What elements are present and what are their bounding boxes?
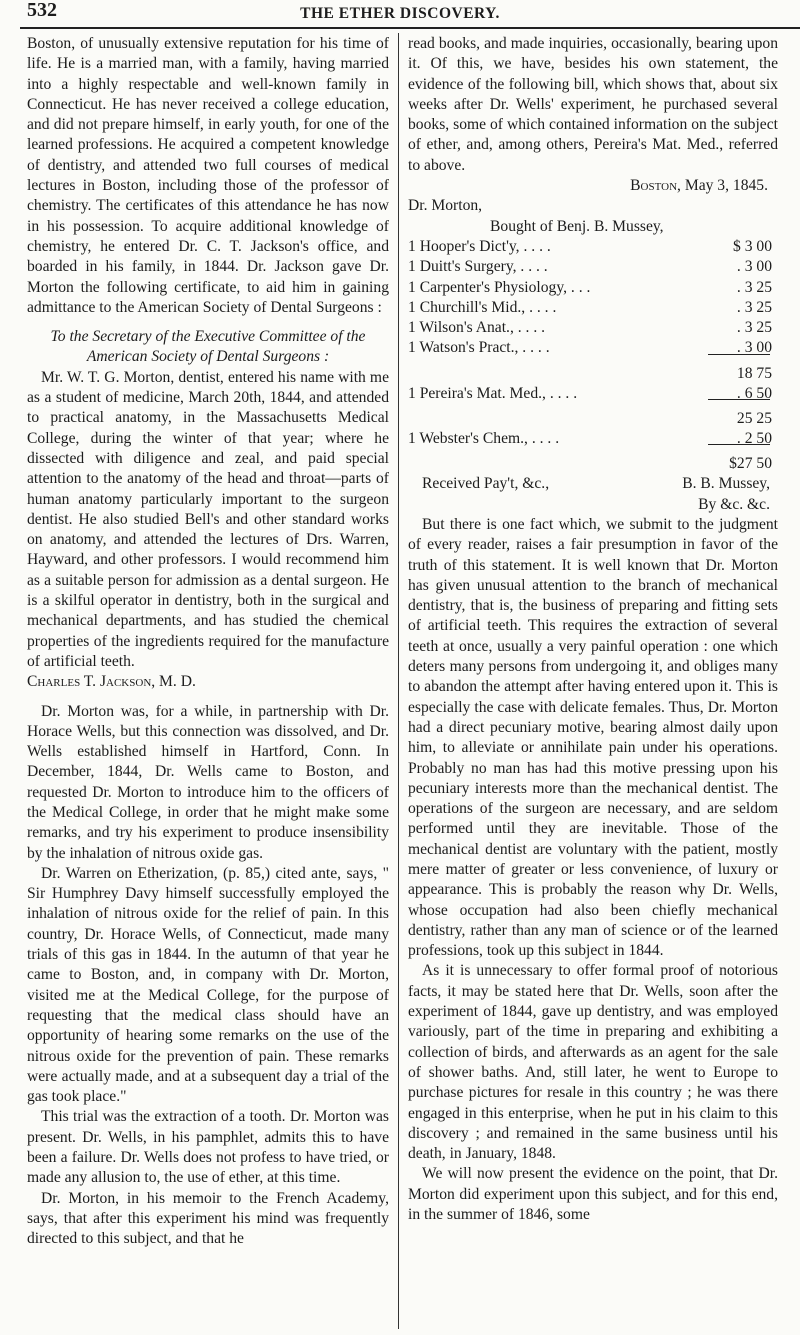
receipt-by: By &c. &c. <box>698 495 770 513</box>
bill-row <box>408 384 778 404</box>
right-column <box>408 34 778 1225</box>
certificate-text: Mr. W. T. G. Morton, dentist, entered his name with me as a student of medicine, March 20th, 1844, and attended to practical anatomy, in the Massachusetts Medical College, during the winter of that year; where he dissected with diligence and zeal, and paid special attention to the anatomy of the head and throat—parts of human anatomy particularly important to the surgeon dentist. He also studied Bell's and other standard works on anatomy, and attended the lectures of Drs. Warren, Hayward, and other professors. I would recommend him as a suitable person for admission as a dental surgeon. He is a skilful operator in dentistry, both in the surgical and mechanical departments, and has studied the chemical properties of the ingredients required for the manufacture of artificial teeth. <box>27 368 389 670</box>
bill-recipient: Dr. Morton, <box>408 197 483 215</box>
bill-item: 1 Watson's Pract., . . . . <box>408 339 550 357</box>
letter-address: To the Secretary of the Executive Committee of the American Society of Dental Surgeons : <box>50 328 366 366</box>
receipt-line <box>408 474 778 494</box>
bill-item: 1 Duitt's Surgery, . . . . <box>408 258 548 276</box>
paragraph: Dr. Warren on Etherization, (p. 85,) cited ante, says, " Sir Humphrey Davy himself successfully employed the inhalation of nitrous oxide for the relief of pain. In this country, Dr. Horace Wells, of Connecticut, made many trials of this gas in 1844. In the autumn of that year he came to Boston, and, in company with Dr. Morton, visited me at the Medical College, for the purpose of requesting that the medical class should have an opportunity of hearing some remarks on the use of the nitrous oxide for the prevention of pain. These remarks were actually made, and at a subsequent day a trial of the gas took place." <box>27 864 389 1106</box>
bill-item: 1 Wilson's Anat., . . . . <box>408 319 546 337</box>
bill <box>408 176 778 515</box>
bill-row <box>408 318 778 338</box>
column-divider <box>398 33 399 1329</box>
bill-date <box>408 176 778 196</box>
bill-amount: . 3 00 <box>736 258 772 276</box>
bill-amount: $ 3 00 <box>733 237 772 255</box>
bill-amount: . 3 25 <box>736 278 772 296</box>
bill-item: 1 Hooper's Dict'y, . . . . <box>408 237 551 255</box>
bill-row <box>408 298 778 318</box>
bill-amount: . 6 50 <box>736 384 772 402</box>
receipt-text: Received Pay't, &c., <box>422 475 550 493</box>
signature: Charles T. Jackson, M. D. <box>27 673 196 691</box>
subtotal-row <box>408 364 778 384</box>
bill-row <box>408 278 778 298</box>
paragraph: But there is one fact which, we submit to the judgment of every reader, raises a fair presumption in favor of the truth of this statement. It is well known that Dr. Morton has given unusual attention to the branch of mechanical dentistry, that is, the business of preparing and fitting sets of artificial teeth. This requires the extraction of several teeth at once, usually a very painful operation : one which deters many persons from undergoing it, and obliges many to abandon the attempt after having entered upon it. This is especially the case with delicate females. Thus, Dr. Morton had a direct pecuniary motive, bearing almost daily upon him, to alleviate or annihilate pain under his operations. Probably no man has had this motive pressing upon his pecuniary interests more than the mechanical dentist. The operations of the surgeon are necessary, and are seldom performed until they are inevitable. Those of the mechanical dentist are voluntary with the patient, mostly mere matter of greater or less convenience, of luxury or appearance. This is probably the reason why Dr. Wells, whose occupation had also been chiefly mechanical dentistry, rather than any man of science or of the learned professions, took up this subject in 1844. <box>408 515 778 960</box>
running-head: THE ETHER DISCOVERY. <box>300 5 500 22</box>
bill-amount: . 3 25 <box>736 319 772 337</box>
bill-amount: . 3 25 <box>736 298 772 316</box>
bill-item: 1 Pereira's Mat. Med., . . . . <box>408 384 578 402</box>
bill-heading: Bought of Benj. B. Mussey, <box>490 217 664 235</box>
header-rule <box>20 27 800 29</box>
total-row <box>408 454 778 474</box>
bill-amount: . 2 50 <box>736 430 772 448</box>
bill-item: 1 Webster's Chem., . . . . <box>408 430 560 448</box>
page-header <box>0 0 800 30</box>
paragraph: read books, and made inquiries, occasionally, bearing upon it. Of this, we have, besides his own statement, the evidence of the following bill, which shows that, about six weeks after Dr. Wells' experiment, he purchased several books, some of which contained information on the subject of ether, and, among others, Pereira's Mat. Med., referred to above. <box>408 35 778 174</box>
bill-row <box>408 429 778 449</box>
paragraph: Dr. Morton, in his memoir to the French Academy, says, that after this experiment his mind was frequently directed to this subject, and that he <box>27 1189 389 1248</box>
paragraph: We will now present the evidence on the point, that Dr. Morton did experiment upon this subject, and for this end, in the summer of 1846, some <box>408 1165 778 1224</box>
receipt-signer: B. B. Mussey, <box>682 475 770 493</box>
paragraph: As it is unnecessary to offer formal proof of notorious facts, it may be stated here that Dr. Wells, soon after the experiment of 1844, gave up dentistry, and was employed variously, part of the time in preparing and exhibiting a collection of birds, and afterwards as an agent for the sale of shower baths. And, still later, he went to Europe to purchase pictures for resale in this country ; he was there engaged in this enterprise, when he put in his claim to this discovery ; and remained in the same business until his death, in January, 1848. <box>408 962 778 1163</box>
subtotal-amount: 18 75 <box>736 364 772 382</box>
bill-row <box>408 237 778 257</box>
subtotal-row <box>408 409 778 429</box>
total-amount: $27 50 <box>729 455 772 473</box>
bill-date-value: May 3, 1845. <box>684 177 768 195</box>
paragraph: Boston, of unusually extensive reputation for his time of life. He is a married man, with a family, having married into a highly respectable and well-known family in Connecticut. He has never received a college education, and did not prepare himself, in early youth, for one of the learned professions. He acquired a competent knowledge of dentistry, and attended two full courses of medical lectures in Boston, including those of the professor of chemistry. The certificates of this attendance he has now in his possession. To acquire additional knowledge of chemistry, he entered Dr. C. T. Jackson's office, and boarded in his family, in 1844. Dr. Jackson gave Dr. Morton the following certificate, to aid him in gaining admittance to the American Society of Dental Surgeons : <box>27 35 389 316</box>
subtotal-amount: 25 25 <box>736 410 772 428</box>
bill-row <box>408 338 778 358</box>
bill-item: 1 Churchill's Mid., . . . . <box>408 298 557 316</box>
left-column <box>27 34 389 1250</box>
page-number: 532 <box>27 0 57 21</box>
bill-amount: . 3 00 <box>736 339 772 357</box>
bill-place: Boston, <box>630 177 681 195</box>
paragraph: This trial was the extraction of a tooth. Dr. Morton was present. Dr. Wells, in his pamphlet, admits this to have been a failure. Dr. Wells does not profess to have tried, or made any allusion to, the use of ether, at this time. <box>27 1108 389 1187</box>
paragraph: Dr. Morton was, for a while, in partnership with Dr. Horace Wells, but this connection was dissolved, and Dr. Wells established himself in Hartford, Conn. In December, 1844, Dr. Wells came to Boston, and requested Dr. Morton to introduce him to the officers of the Medical College, in order that he might make some remarks, and try his experiment to produce insensibility by the inhalation of nitrous oxide gas. <box>27 702 389 862</box>
bill-row <box>408 257 778 277</box>
bill-item: 1 Carpenter's Physiology, . . . <box>408 278 591 296</box>
